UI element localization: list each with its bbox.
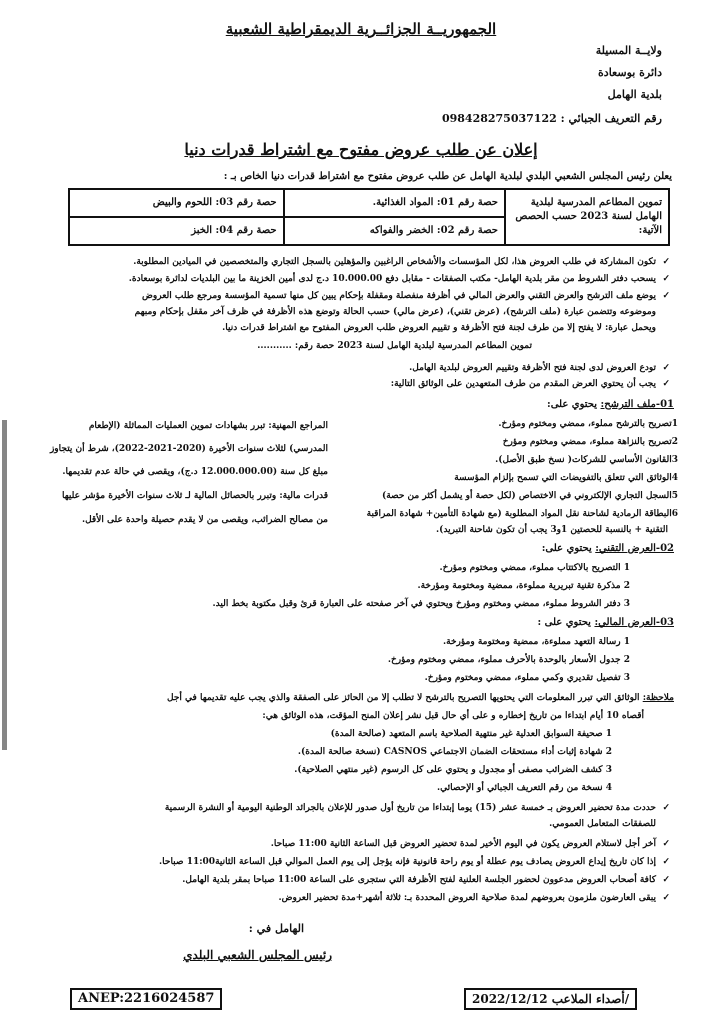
side-refs-2: المدرسي) لثلاث سنوات الأخيرة (2020-2021-2022)، شرط أن يتجاوز bbox=[49, 444, 328, 454]
deposit-2: ✓يجب أن يحتوي العرض المقدم من طرف المتعهدين على الوثائق التالية: bbox=[390, 379, 670, 389]
check-icon: ✓ bbox=[662, 379, 670, 389]
section-1-heading: 01-ملف الترشح: يحتوي على: bbox=[547, 399, 674, 410]
side-refs-1: المراجع المهنية: تبرر بشهادات تموين العمليات المماثلة (الإطعام bbox=[88, 421, 328, 431]
s2-item-1: 1 التصريح بالاكتتاب مملوء، ممضي ومختوم ومؤرخ. bbox=[439, 563, 630, 573]
check-icon: ✓ bbox=[662, 839, 670, 849]
final-2: ✓آخر أجل لاستلام العروض يكون في اليوم الأخير لمدة تحضير العروض قبل الساعة الثانية 11:00 صباحا. bbox=[270, 839, 670, 849]
check-icon: ✓ bbox=[662, 875, 670, 885]
rule-1: ✓تكون المشاركة في طلب العروض هذا، لكل المؤسسات والأشخاص الراغبين والمؤهلين بالسجل التجاري والمتخصصين في الميادين المطلوبة. bbox=[133, 257, 670, 267]
page-title: إعلان عن طلب عروض مفتوح مع اشتراط قدرات دنيا bbox=[184, 140, 538, 159]
s1-item-6: 6البطاقة الرمادية لشاحنة نقل المواد المطلوبة (مع شهادة التأمين+ شهادة المراقبة bbox=[366, 509, 678, 519]
newspaper-name: /أصداء الملاعب bbox=[551, 992, 630, 1006]
rule-3: ✓يوضع ملف الترشح والعرض التقني والعرض المالي في أظرفة منفصلة ومقفلة بإحكام يبين كل منها تسمية المؤسسة ومرجع طلب العروض bbox=[142, 291, 670, 301]
commune-label: بلدية الهامل bbox=[607, 88, 662, 101]
final-3: ✓إذا كان تاريخ إيداع العروض يصادف يوم عطلة أو يوم راحة قانونية فإنه يؤجل إلى يوم العمل الموالي قبل الساعة الثانية11:00 صباحا. bbox=[159, 857, 670, 867]
tax-id: رقم التعريف الجبائي : 098428275037122 bbox=[441, 112, 662, 125]
s1-item-1: 1تصريح بالترشح مملوء، ممضي ومختوم ومؤرخ. bbox=[498, 419, 678, 429]
newspaper-box bbox=[464, 988, 637, 1010]
check-icon: ✓ bbox=[662, 363, 670, 373]
wilaya-label: ولايــة المسيلة bbox=[595, 44, 662, 57]
daira-label: دائرة بوسعادة bbox=[598, 66, 662, 79]
final-1: ✓حددت مدة تحضير العروض بـ خمسة عشر (15) يوما إبتداءا من تاريخ أول صدور للإعلان بالجرائد الوطنية اليومية أو النشرة الرسمية bbox=[164, 803, 670, 813]
s2-item-2: 2 مذكرة تقنية تبريرية مملوءة، ممضية ومختومة ومؤرخة. bbox=[417, 581, 630, 591]
side-finance-2: من مصالح الضرائب، ويقصى من لا يقدم حصيلة واحدة على الأقل. bbox=[81, 515, 328, 525]
check-icon: ✓ bbox=[662, 893, 670, 903]
note-line-1: ملاحظة: الوثائق التي تبرر المعلومات التي يحتويها التصريح بالترشح لا تطلب إلا من الحائز على الصفقة والذي يجب عليه تقديمها في أجل bbox=[167, 693, 674, 703]
rule-2: ✓يسحب دفتر الشروط من مقر بلدية الهامل- مكتب الصفقات - مقابل دفع 10.000.00 د.ج لدى أمين الخزينة ما بين البلديات لدائرة بوسعادة. bbox=[128, 274, 670, 284]
s2-item-3: 3 دفتر الشروط مملوء، ممضي ومختوم ومؤرخ ويحتوي في آخر صفحته على العبارة قرئ وقبل مكتوبة بخط اليد. bbox=[212, 599, 630, 609]
note-doc-1: 1 صحيفة السوابق العدلية غير منتهية الصلاحية باسم المتعهد (صالحة المدة) bbox=[330, 729, 612, 739]
s3-item-3: 3 تفصيل تقديري وكمي مملوء، ممضي ومختوم ومؤرخ. bbox=[424, 673, 630, 683]
final-1-cont: للصفقات المتعامل العمومي. bbox=[549, 819, 656, 829]
note-doc-3: 3 كشف الضرائب مصفى أو مجدول و يحتوي على كل الرسوم (غير منتهي الصلاحية). bbox=[294, 765, 612, 775]
rule-3-envelope: ويحمل عبارة: لا يفتح إلا من طرف لجنة فتح الأظرفة و تقييم العروض طلب العروض المفتوح مع اشتراط قدرات دنيا. bbox=[222, 323, 656, 333]
publication-date: 2022/12/12 bbox=[472, 992, 548, 1006]
lot-3: حصة رقم 03: اللحوم والبيض bbox=[69, 189, 284, 217]
s3-item-1: 1 رسالة التعهد مملوءة، ممضية ومختومة ومؤرخة. bbox=[443, 637, 630, 647]
check-icon: ✓ bbox=[662, 291, 670, 301]
s1-item-4: 4الوثائق التي تتعلق بالتفويضات التي تسمح بإلزام المؤسسة bbox=[454, 473, 678, 483]
s1-item-5: 5السجل التجاري الإلكتروني في الاختصاص (لكل حصة أو يشمل أكثر من حصة) bbox=[381, 491, 678, 501]
check-icon: ✓ bbox=[662, 257, 670, 267]
sign-place: الهامل في : bbox=[248, 922, 304, 935]
note-doc-4: 4 نسخة من رقم التعريف الجبائي أو الإحصائي. bbox=[436, 783, 612, 793]
side-finance-1: قدرات مالية: وتبرر بالحصائل المالية لـ ثلاث سنوات الأخيرة مؤشر عليها bbox=[62, 491, 328, 501]
deposit-1: ✓تودع العروض لدى لجنة فتح الأظرفة وتقييم العروض لبلدية الهامل. bbox=[409, 363, 670, 373]
s1-item-6-cont: التقنية + بالنسبة للحصتين 1و3 يجب أن تكون شاحنة التبريد). bbox=[436, 525, 668, 535]
lot-1: حصة رقم 01: المواد الغذائية. bbox=[284, 189, 505, 217]
side-refs-3: مبلغ كل سنة (12.000.000.00 د.ج)، ويقصى في حالة عدم تقديمها. bbox=[62, 467, 328, 477]
final-4: ✓كافة أصحاب العروض مدعوون لحضور الجلسة العلنية لفتح الأظرفة التي ستجرى على الساعة 11:00 صباحا بمقر بلدية الهامل. bbox=[182, 875, 670, 885]
s1-item-2: 2تصريح بالنزاهة مملوء، ممضي ومختوم ومؤرخ bbox=[502, 437, 678, 447]
anep-code: ANEP:2216024587 bbox=[70, 988, 222, 1010]
section-3-heading: 03-العرض المالي: يحتوي على : bbox=[537, 617, 674, 628]
rule-3-cont: وموضوعه وتتضمن عبارة (ملف الترشح)، (عرض تقني)، (عرض مالي) حسب الحالة وتوضع هذه الأظرفة في ظرف آخر مقفل بإحكام ومبهم bbox=[134, 307, 656, 317]
section-2-heading: 02-العرض التقني: يحتوي على: bbox=[541, 543, 674, 554]
rule-3-lot: تموين المطاعم المدرسية لبلدية الهامل لسنة 2023 حصة رقم: ........... bbox=[257, 341, 532, 351]
note-label: ملاحظة: bbox=[642, 693, 674, 703]
lot-4: حصة رقم 04: الخبز bbox=[69, 217, 284, 245]
margin-stamp-mark bbox=[0, 420, 10, 750]
check-icon: ✓ bbox=[662, 803, 670, 813]
sign-title: رئيس المجلس الشعبي البلدي bbox=[183, 948, 332, 962]
s1-item-3: 3القانون الأساسي للشركات( نسخ طبق الأصل). bbox=[495, 455, 678, 465]
lots-table bbox=[68, 188, 670, 246]
check-icon: ✓ bbox=[662, 274, 670, 284]
note-doc-2: 2 شهادة إثبات أداء مستحقات الضمان الاجتماعي CASNOS (نسخة صالحة المدة). bbox=[297, 747, 612, 757]
lots-subject: تموين المطاعم المدرسية لبلدية الهامل لسنة 2023 حسب الحصص الآتية: bbox=[505, 189, 669, 245]
republic-header: الجمهوريــة الجزائــرية الديمقراطية الشعبية bbox=[225, 20, 497, 38]
s3-item-2: 2 جدول الأسعار بالوحدة بالأحرف مملوء، ممضي ومختوم ومؤرخ. bbox=[387, 655, 630, 665]
lot-2: حصة رقم 02: الخضر والفواكه bbox=[284, 217, 505, 245]
note-line-2: أقصاه 10 أيام ابتداءا من تاريخ إخطاره و على أي حال قبل نشر إعلان المنح المؤقت، هذه الوثائق هي: bbox=[262, 711, 644, 721]
final-5: ✓يبقى العارضون ملزمون بعروضهم لمدة صلاحية العروض المحددة بـ: ثلاثة أشهر+مدة تحضير العروض. bbox=[278, 893, 670, 903]
check-icon: ✓ bbox=[662, 857, 670, 867]
intro-text: يعلن رئيس المجلس الشعبي البلدي لبلدية الهامل عن طلب عروض مفتوح مع اشتراط قدرات دنيا الخاص بـ : bbox=[223, 171, 672, 182]
